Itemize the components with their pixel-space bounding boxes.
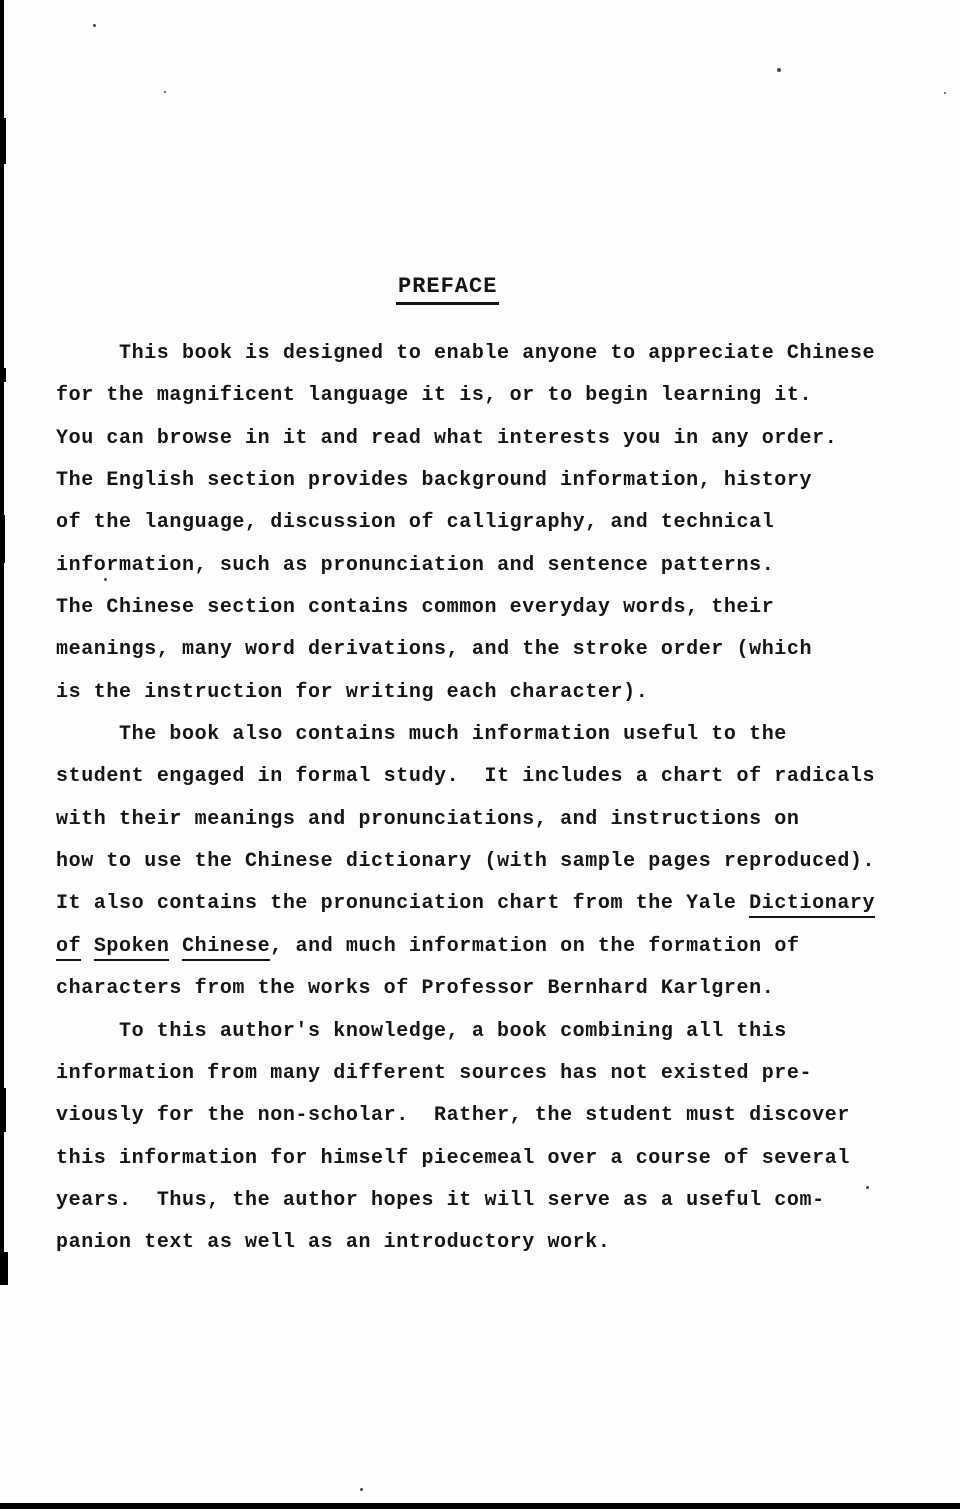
scan-edge-blotch [0,118,6,164]
text-line [56,460,916,502]
ink-speck [164,91,166,93]
text-segment: , and much information on the formation of [270,934,800,958]
text-line [56,333,916,375]
text-segment: information from many different sources has not existed pre- [56,1061,813,1085]
ink-speck [777,68,781,72]
text-segment [81,935,94,958]
text-segment: years. Thus, the author hopes it will serve as a useful com- [56,1188,825,1212]
underlined-text: of [56,935,81,961]
text-line [56,1138,916,1180]
text-line [56,1011,916,1053]
text-line [56,1095,916,1137]
text-segment: viously for the non-scholar. Rather, the student must discover [56,1104,850,1128]
text-segment: information, such as pronunciation and sentence patterns. [56,553,775,577]
underlined-text: Spoken [94,935,170,961]
text-segment: The English section provides background information, history [56,469,813,493]
text-segment: You can browse in it and read what interests you in any order. [56,426,838,450]
text-segment: how to use the Chinese dictionary (with sample pages reproduced). [56,850,876,874]
ink-speck [944,92,946,94]
text-segment: of the language, discussion of calligraphy, and technical [56,511,775,535]
scan-edge-bottom-bar [0,1503,960,1509]
text-line [56,502,916,544]
scan-edge-blotch [0,1088,6,1132]
underlined-text: Chinese [182,935,270,961]
text-segment: student engaged in formal study. It includes a chart of radicals [56,765,876,789]
text-line [56,926,916,968]
scan-edge-blotch [0,1252,8,1285]
text-line [56,883,916,925]
text-line [56,418,916,460]
text-line [56,1222,916,1264]
text-segment [169,935,182,958]
text-line [56,587,916,629]
text-line [56,672,916,714]
text-segment: It also contains the pronunciation chart from the Yale [56,892,750,916]
text-segment: is the instruction for writing each character). [56,680,649,704]
text-segment: The book also contains much information useful to the [119,723,787,747]
text-line [56,841,916,883]
text-segment: The Chinese section contains common everyday words, their [56,596,775,620]
text-segment: characters from the works of Professor Bernhard Karlgren. [56,977,775,1001]
text-segment: panion text as well as an introductory work. [56,1231,611,1255]
text-line [56,375,916,417]
text-segment: This book is designed to enable anyone to appreciate Chinese [119,342,876,365]
text-line [56,545,916,587]
page-title: PREFACE [396,274,499,305]
text-line [56,714,916,756]
scan-edge-blotch [0,515,5,563]
scan-edge-blotch [0,368,6,382]
text-line [56,756,916,798]
text-segment: for the magnificent language it is, or to begin learning it. [56,384,813,408]
text-segment: To this author's knowledge, a book combining all this [119,1019,787,1043]
scan-edge-left-bar [0,0,4,1285]
text-line [56,1180,916,1222]
text-segment: meanings, many word derivations, and the stroke order (which [56,638,813,662]
preface-body-text [56,333,916,1265]
text-line [56,1053,916,1095]
underlined-text: Dictionary [749,892,875,918]
text-line [56,799,916,841]
text-line [56,968,916,1010]
ink-speck [93,24,96,27]
text-segment: with their meanings and pronunciations, and instructions on [56,807,800,831]
text-segment: this information for himself piecemeal over a course of several [56,1146,850,1170]
ink-speck [360,1488,363,1491]
text-line [56,629,916,671]
